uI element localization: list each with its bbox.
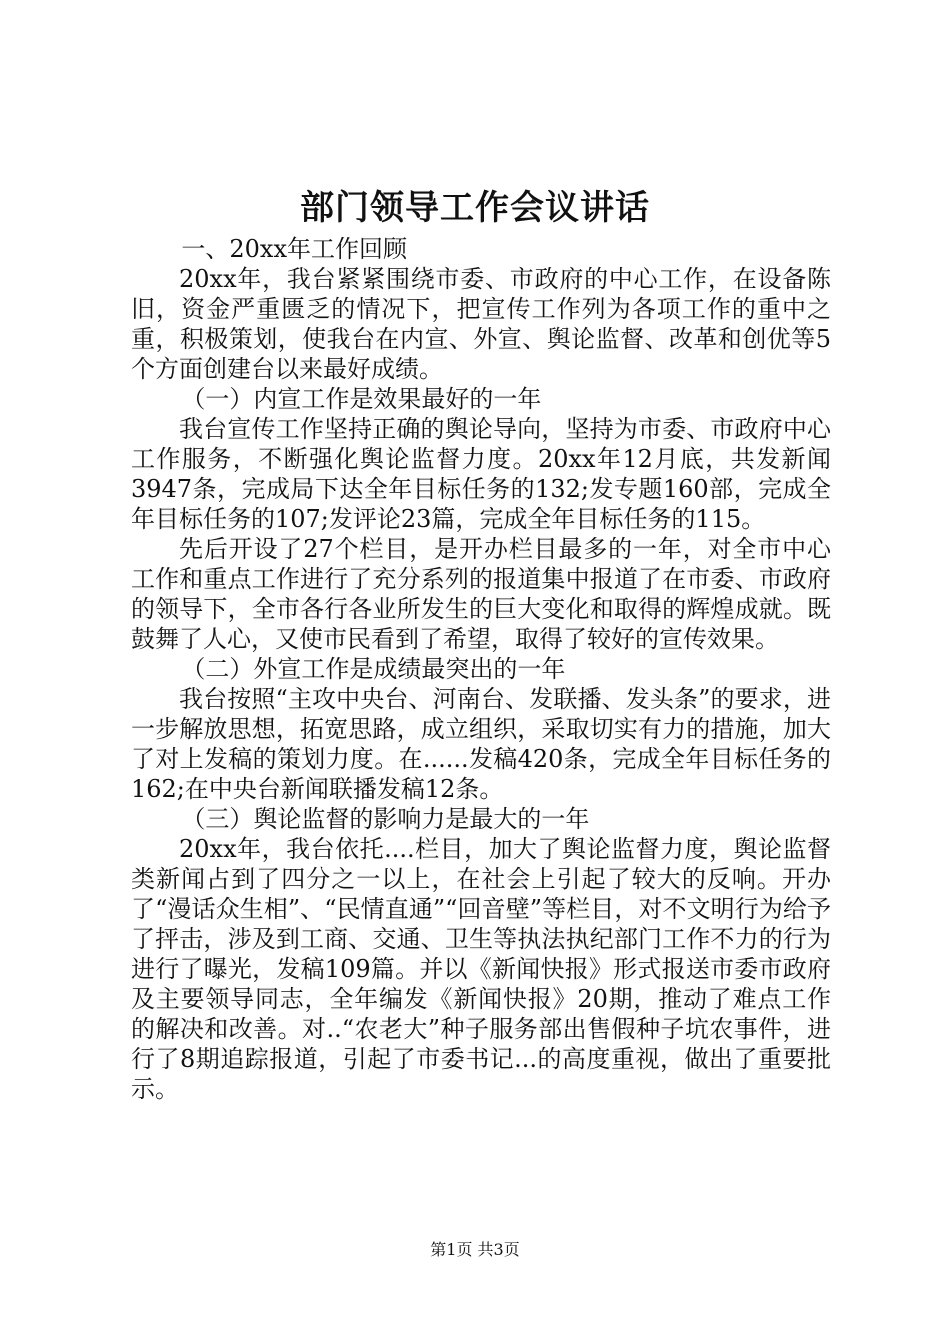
paragraph-overview: 20xx年，我台紧紧围绕市委、市政府的中心工作，在设备陈旧，资金严重匮乏的情况下，把宣传工作列为各项工作的重中之重，积极策划，使我台在内宣、外宣、舆论监督、改革和创优等5个方面创建台以来最好成绩。 xyxy=(131,265,831,383)
page-number-footer: 第1页 共3页 xyxy=(430,1240,520,1259)
paragraph-external: 我台按照“主攻中央台、河南台、发联播、发头条”的要求，进一步解放思想，拓宽思路，成立组织，采取切实有力的措施，加大了对上发稿的策划力度。在......发稿420条，完成全年目标任务的162;在中央台新闻联播发稿12条。 xyxy=(131,685,831,803)
subsection-heading-external: （二）外宣工作是成绩最突出的一年 xyxy=(181,655,566,683)
paragraph-internal-stats: 我台宣传工作坚持正确的舆论导向，坚持为市委、市政府中心工作服务，不断强化舆论监督力度。20xx年12月底，共发新闻3947条，完成局下达全年目标任务的132;发专题160部，完成全年目标任务的107;发评论23篇，完成全年目标任务的115。 xyxy=(131,415,831,533)
subsection-heading-supervision: （三）舆论监督的影响力是最大的一年 xyxy=(181,805,590,833)
paragraph-supervision: 20xx年，我台依托....栏目，加大了舆论监督力度，舆论监督类新闻占到了四分之一以上，在社会上引起了较大的反响。开办了“漫话众生相”、“民情直通”“回音壁”等栏目，对不文明行为给予了抨击，涉及到工商、交通、卫生等执法执纪部门工作不力的行为进行了曝光，发稿109篇。并以《新闻快报》形式报送市委市政府及主要领导同志，全年编发《新闻快报》20期，推动了难点工作的解决和改善。对..“农老大”种子服务部出售假种子坑农事件，进行了8期追踪报道，引起了市委书记...的高度重视，做出了重要批示。 xyxy=(131,835,831,1103)
section-heading-review: 一、20xx年工作回顾 xyxy=(181,235,407,263)
subsection-heading-internal: （一）内宣工作是效果最好的一年 xyxy=(181,385,542,413)
paragraph-internal-columns: 先后开设了27个栏目，是开办栏目最多的一年，对全市中心工作和重点工作进行了充分系列的报道集中报道了在市委、市政府的领导下，全市各行各业所发生的巨大变化和取得的辉煌成就。既鼓舞了人心，又使市民看到了希望，取得了较好的宣传效果。 xyxy=(131,535,831,653)
document-title: 部门领导工作会议讲话 xyxy=(300,188,650,228)
document-body xyxy=(131,234,831,1104)
